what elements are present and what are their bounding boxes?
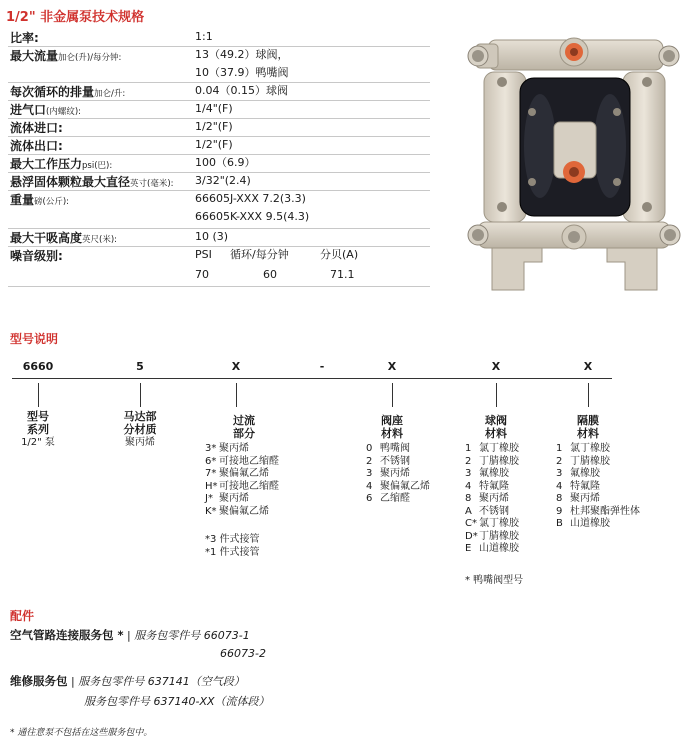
model-caption-seat: 阀座: [381, 414, 403, 427]
ball-item-code: 1: [465, 443, 472, 454]
ball-item: [465, 506, 509, 519]
wetted-item: [205, 493, 249, 506]
seat-item: [366, 493, 410, 506]
ball-item-text: 丁腈橡胶: [479, 455, 519, 467]
ball-item-code: D*: [465, 530, 478, 542]
spec-label-unit: 英尺(米):: [82, 235, 118, 245]
spec-value: 3/32"(2.4): [195, 174, 251, 187]
spec-label-main: 进气口: [10, 103, 47, 117]
diaphragm-item-code: 8: [556, 493, 563, 504]
spec-label-unit: (内螺纹):: [46, 107, 82, 117]
ball-item-text: 山道橡胶: [479, 543, 519, 554]
spec-label-unit: 磅(公斤):: [34, 197, 70, 207]
spec-value: 66605J-XXX 7.2(3.3): [195, 192, 306, 205]
model-caption-ball: 球阀: [485, 414, 507, 427]
diaphragm-item: [556, 468, 600, 481]
ball-item: [465, 443, 519, 456]
wetted-item-code: H*: [205, 480, 218, 492]
diaphragm-item-text: 氯丁橡胶: [570, 443, 610, 454]
model-code: 5: [136, 360, 144, 373]
model-section-title: 型号说明: [10, 332, 59, 346]
ball-item: [465, 531, 519, 544]
wetted-item-code: 3*: [205, 443, 217, 454]
spec-value: 66605K-XXX 9.5(4.3): [195, 210, 310, 223]
noise-value: 60: [263, 268, 277, 281]
seat-item-code: 6: [366, 493, 373, 504]
model-caption-wetted: 部分: [233, 427, 255, 440]
diaphragm-item-text: 氟橡胶: [570, 468, 600, 479]
model-caption-motor: 分材质: [123, 423, 157, 436]
diaphragm-item-code: 2: [556, 455, 563, 467]
wetted-item-code: K*: [205, 505, 217, 517]
spec-label-main: 每次循环的排量: [10, 85, 95, 99]
air-kit-part: 服务包零件号 66073-1: [134, 629, 250, 642]
seat-item-text: 乙缩醛: [380, 493, 410, 504]
wetted-note: *1 件式接管: [205, 547, 260, 558]
model-code: 6660: [22, 360, 54, 373]
model-connector: [236, 383, 237, 407]
ball-item-text: 氯丁橡胶: [479, 518, 519, 529]
noise-value: 71.1: [330, 268, 355, 281]
model-caption-type: 1/2" 泵: [21, 437, 55, 448]
ball-item-text: 氯丁橡胶: [479, 443, 519, 454]
spec-label-unit: 加仑/升:: [94, 89, 126, 99]
ball-item-text: 丁腈橡胶: [479, 530, 519, 542]
ball-item-code: 8: [465, 493, 472, 504]
wetted-item-text: 聚偏氟乙烯: [219, 505, 269, 517]
wetted-item: [205, 481, 279, 494]
wetted-item: [205, 456, 279, 469]
model-connector: [140, 383, 141, 407]
model-caption-ball: 材料: [485, 427, 507, 440]
diaphragm-item-text: 杜邦聚酯弹性体: [570, 505, 640, 517]
seat-item-code: 3: [366, 468, 373, 479]
seat-item-code: 0: [366, 443, 373, 454]
spec-value: 10 (3): [195, 230, 229, 243]
ball-item: [465, 456, 519, 469]
repair-kit-air: 服务包零件号 637141（空气段）: [78, 675, 245, 688]
spec-label-main: 最大工作压力: [10, 157, 83, 171]
diaphragm-item-text: 山道橡胶: [570, 518, 610, 529]
spec-value: 10（37.9）鸭嘴阀: [195, 66, 289, 79]
model-connector: [496, 383, 497, 407]
noise-header: PSI: [195, 248, 212, 261]
ball-item-code: A: [465, 505, 472, 517]
spec-value: 13（49.2）球阀，: [195, 48, 289, 61]
diaphragm-item: [556, 518, 610, 531]
model-connector: [392, 383, 393, 407]
wetted-item: [205, 443, 249, 456]
model-code: -: [319, 360, 325, 373]
ball-item: [465, 493, 509, 506]
ball-item-code: E: [465, 543, 472, 554]
seat-item: [366, 481, 430, 494]
spec-label-main: 最大干吸高度: [10, 231, 83, 245]
wetted-item-text: 可接地乙缩醛: [219, 455, 279, 467]
spec-value: 0.04（0.15）球阀: [195, 84, 288, 97]
diaphragm-item: [556, 456, 610, 469]
ball-note: * 鸭嘴阀型号: [465, 575, 524, 586]
spec-label-main: 比率:: [10, 31, 39, 45]
seat-item-text: 聚丙烯: [380, 468, 410, 479]
spec-value: 1/2"(F): [195, 120, 233, 133]
model-caption-motor: 马达部: [123, 410, 157, 423]
wetted-item-code: 7*: [205, 468, 217, 479]
ball-item-text: 特氟隆: [479, 480, 509, 492]
seat-item-text: 不锈钢: [380, 455, 410, 467]
air-kit-part-2: 66073-2: [220, 647, 266, 660]
ball-item: [465, 543, 519, 556]
diaphragm-item-text: 丁腈橡胶: [570, 455, 610, 467]
ball-item-text: 不锈钢: [479, 505, 509, 517]
ball-item-text: 聚丙烯: [479, 493, 509, 504]
ball-item: [465, 481, 509, 494]
model-code-underline: [12, 378, 612, 379]
model-code: X: [387, 360, 397, 373]
diaphragm-item: [556, 481, 600, 494]
diaphragm-item: [556, 506, 640, 519]
model-connector: [38, 383, 39, 407]
spec-value: 1/2"(F): [195, 138, 233, 151]
seat-item: [366, 468, 410, 481]
spec-label-main: 流体进口:: [10, 121, 63, 135]
footnote: * 通往意泵不包括在这些服务包中。: [10, 728, 153, 738]
model-caption-diaphragm: 材料: [577, 427, 599, 440]
model-caption-type: 系列: [27, 423, 49, 436]
model-code: X: [231, 360, 241, 373]
seat-item-text: 鸭嘴阀: [380, 443, 410, 454]
model-caption-wetted: 过流: [233, 414, 255, 427]
model-caption-type: 型号: [27, 410, 49, 423]
noise-header: 循环/每分钟: [230, 248, 289, 261]
diaphragm-item: [556, 443, 610, 456]
wetted-item-text: 聚偏氟乙烯: [219, 468, 269, 479]
wetted-note: *3 件式接管: [205, 534, 260, 545]
noise-header: 分贝(A): [320, 248, 359, 261]
repair-kit-label: 维修服务包: [10, 674, 68, 688]
model-code: X: [491, 360, 501, 373]
seat-item-text: 聚偏氟乙烯: [380, 480, 430, 492]
diaphragm-item-text: 特氟隆: [570, 480, 600, 492]
spec-label-unit: 英寸(毫米):: [130, 179, 174, 189]
diaphragm-item-code: 3: [556, 468, 563, 479]
noise-value: 70: [195, 268, 209, 281]
wetted-item-text: 聚丙烯: [219, 443, 249, 454]
wetted-item: [205, 506, 269, 519]
model-caption-diaphragm: 隔膜: [577, 414, 599, 427]
seat-item-code: 4: [366, 480, 373, 492]
seat-item: [366, 443, 410, 456]
seat-item: [366, 456, 410, 469]
spec-value: 100（6.9）: [195, 156, 256, 169]
spec-label-main: 流体出口:: [10, 139, 63, 153]
diaphragm-item: [556, 493, 600, 506]
wetted-item-code: J*: [205, 493, 213, 504]
diaphragm-item-code: 4: [556, 480, 563, 492]
model-caption-seat: 材料: [381, 427, 403, 440]
spec-value: 1:1: [195, 30, 213, 43]
ball-item-code: 2: [465, 455, 472, 467]
spec-label-unit: psi(巴):: [82, 161, 113, 171]
spec-label-unit: 加仑(升)/每分钟:: [58, 53, 122, 63]
diaphragm-item-code: B: [556, 518, 563, 529]
repair-kit-fluid: 服务包零件号 637140-XX（流体段）: [84, 695, 270, 708]
spec-label-main: 最大流量: [10, 49, 59, 63]
model-caption-motor: 聚丙烯: [125, 437, 155, 448]
accessories-title: 配件: [10, 609, 35, 623]
model-code: X: [583, 360, 593, 373]
repair-kit-line: 维修服务包 | 服务包零件号 637141（空气段）: [10, 674, 245, 688]
spec-label-main: 噪音级别:: [10, 249, 63, 263]
spec-value: 1/4"(F): [195, 102, 233, 115]
ball-item-text: 氟橡胶: [479, 468, 509, 479]
wetted-item-text: 可接地乙缩醛: [219, 480, 279, 492]
spec-label-main: 重量: [10, 193, 35, 207]
ball-item-code: 3: [465, 468, 472, 479]
model-connector: [588, 383, 589, 407]
ball-item-code: C*: [465, 518, 477, 529]
diaphragm-item-code: 1: [556, 443, 563, 454]
ball-item-code: 4: [465, 480, 472, 492]
spec-label-main: 悬浮固体颗粒最大直径: [10, 175, 131, 189]
diaphragm-item-code: 9: [556, 505, 563, 517]
ball-item: [465, 518, 519, 531]
diaphragm-item-text: 聚丙烯: [570, 493, 600, 504]
seat-item-code: 2: [366, 455, 373, 467]
wetted-item: [205, 468, 269, 481]
air-kit-label: 空气管路连接服务包 *: [10, 628, 124, 642]
wetted-item-text: 聚丙烯: [219, 493, 249, 504]
air-kit-line: 空气管路连接服务包 * | 服务包零件号 66073-1: [10, 628, 250, 642]
spec-title: 1/2" 非金属泵技术规格: [6, 10, 145, 25]
ball-item: [465, 468, 509, 481]
wetted-item-code: 6*: [205, 455, 217, 467]
